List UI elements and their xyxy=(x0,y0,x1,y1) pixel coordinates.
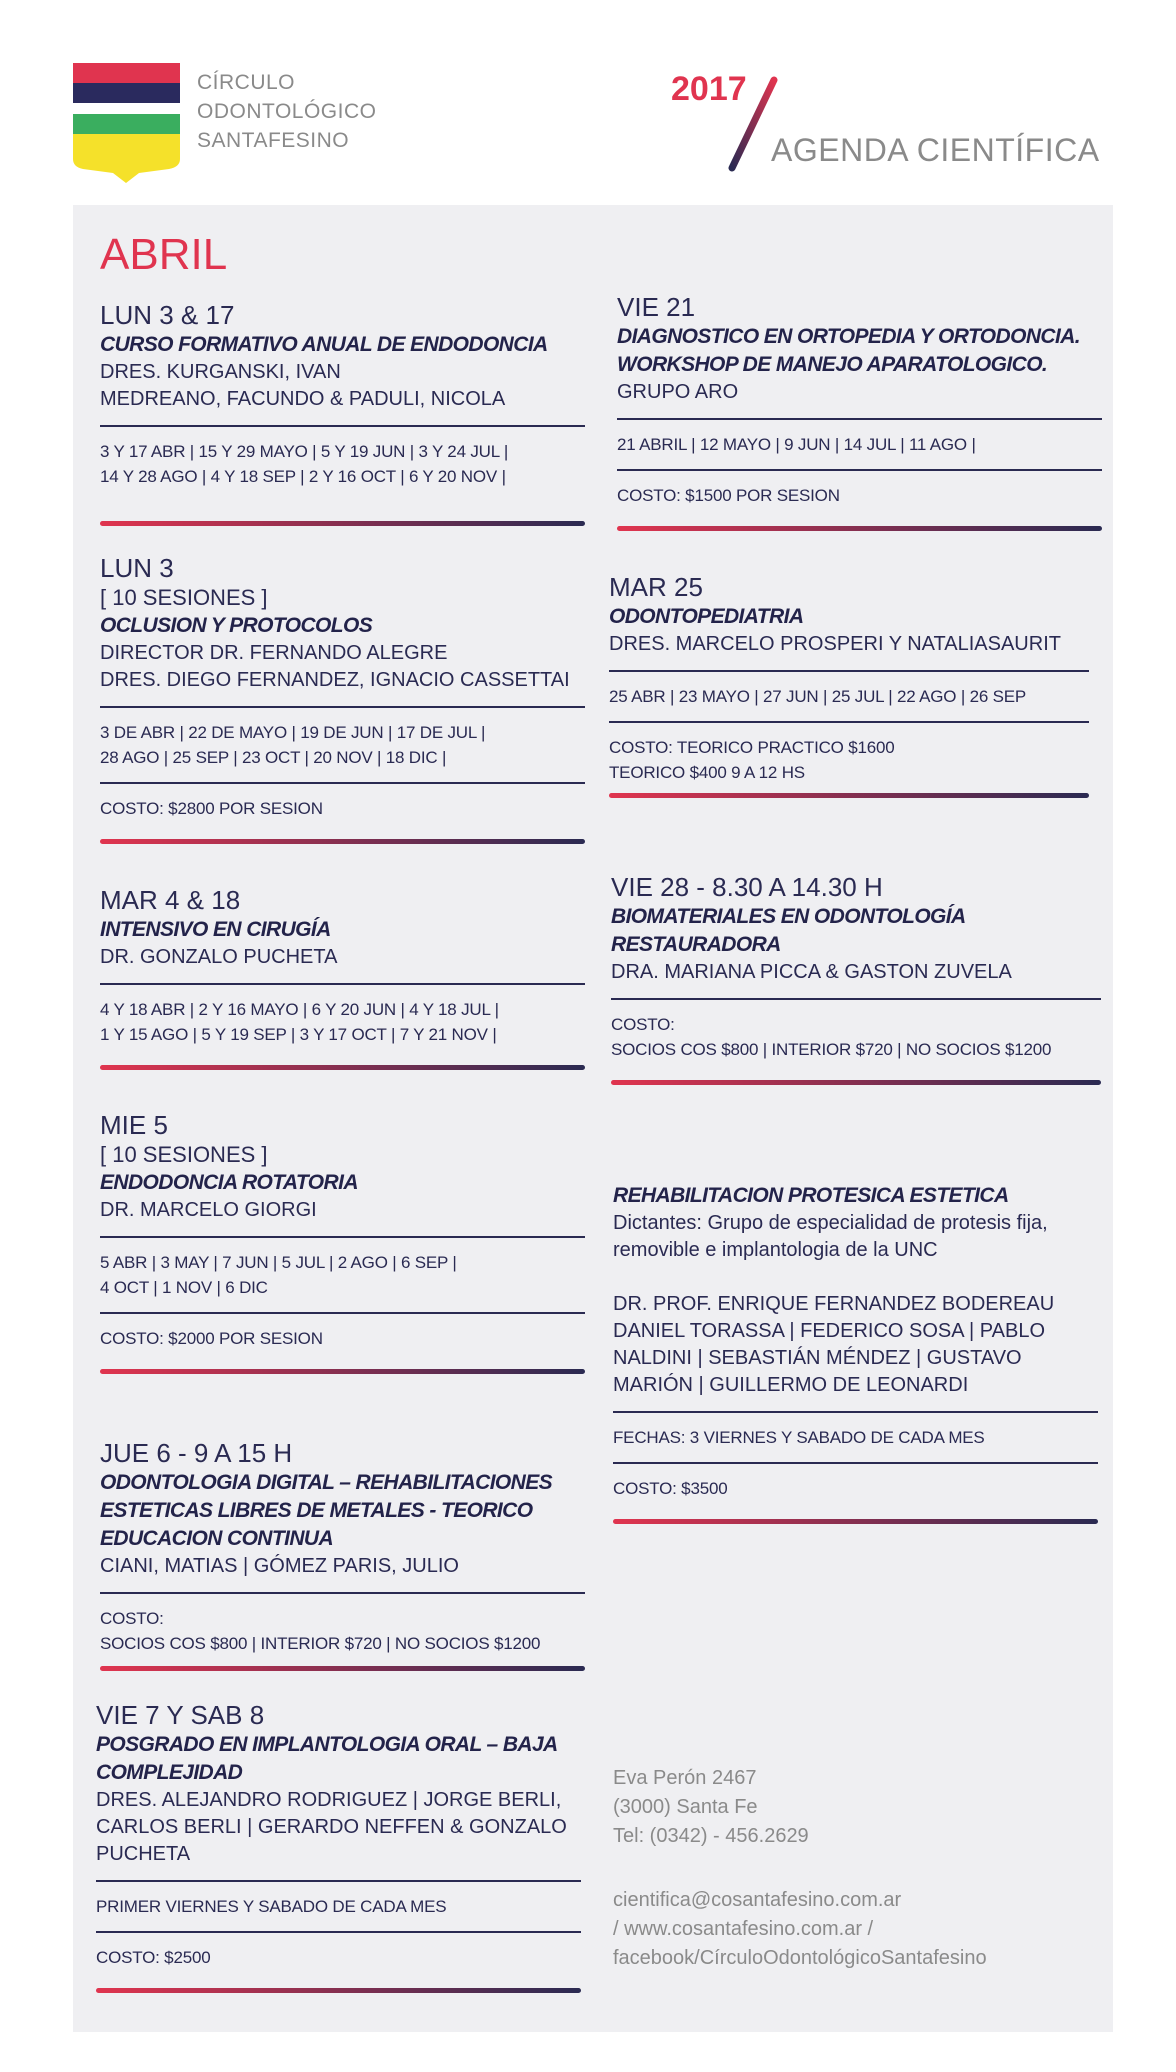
divider xyxy=(96,1931,581,1933)
event-cost: TEORICO $400 9 A 12 HS xyxy=(609,763,805,782)
divider xyxy=(100,1592,585,1594)
agenda-title: AGENDA CIENTÍFICA xyxy=(771,132,1100,168)
event-speakers: PUCHETA xyxy=(96,1843,191,1865)
website-link[interactable]: / www.cosantafesino.com.ar / xyxy=(613,1918,874,1940)
event-sessions: [ 10 SESIONES ] xyxy=(100,585,268,610)
event-cost: COSTO: xyxy=(611,1015,675,1034)
event-speakers: DR. GONZALO PUCHETA xyxy=(100,946,338,968)
agenda-year: 2017 xyxy=(671,70,747,108)
event-title: POSGRADO EN IMPLANTOLOGIA ORAL – BAJA xyxy=(96,1733,558,1756)
event-separator xyxy=(609,793,1089,798)
org-name-line: CÍRCULO xyxy=(197,71,296,94)
event-schedule: PRIMER VIERNES Y SABADO DE CADA MES xyxy=(96,1897,447,1916)
divider xyxy=(100,425,585,427)
event-cost: COSTO: $2500 xyxy=(96,1948,211,1967)
event-ortopedia xyxy=(617,292,1102,531)
event-title: BIOMATERIALES EN ODONTOLOGÍA xyxy=(611,905,966,928)
event-date: JUE 6 - 9 A 15 H xyxy=(100,1438,293,1468)
event-separator xyxy=(100,839,585,844)
event-speakers: MEDREANO, FACUNDO & PADULI, NICOLA xyxy=(100,388,506,410)
month-title: ABRIL xyxy=(100,230,228,279)
event-schedule: 4 OCT | 1 NOV | 6 DIC xyxy=(100,1278,268,1297)
event-separator xyxy=(613,1519,1098,1524)
event-cirugia xyxy=(100,885,585,1070)
event-title: RESTAURADORA xyxy=(611,933,781,956)
event-cost: COSTO: $2800 POR SESION xyxy=(100,799,323,818)
event-schedule: 28 AGO | 25 SEP | 23 OCT | 20 NOV | 18 DIC | xyxy=(100,748,447,767)
event-schedule: FECHAS: 3 VIERNES Y SABADO DE CADA MES xyxy=(613,1428,985,1447)
event-dictantes: removible e implantologia de la UNC xyxy=(613,1239,938,1261)
event-speakers: CIANI, MATIAS | GÓMEZ PARIS, JULIO xyxy=(100,1555,459,1577)
event-biomateriales xyxy=(611,872,1101,1085)
event-title: INTENSIVO EN CIRUGÍA xyxy=(100,918,331,941)
divider xyxy=(617,469,1102,471)
event-title: WORKSHOP DE MANEJO APARATOLOGICO. xyxy=(617,353,1048,376)
event-date: VIE 28 - 8.30 A 14.30 H xyxy=(611,872,883,902)
event-oclusion xyxy=(100,553,585,844)
event-cost: COSTO: $3500 xyxy=(613,1479,728,1498)
event-schedule: 5 ABR | 3 MAY | 7 JUN | 5 JUL | 2 AGO | 6 SEP | xyxy=(100,1253,457,1272)
event-date: VIE 21 xyxy=(617,292,696,322)
event-date: MAR 4 & 18 xyxy=(100,885,241,915)
event-cost: COSTO: $2000 POR SESION xyxy=(100,1329,323,1348)
event-sessions: [ 10 SESIONES ] xyxy=(100,1142,268,1167)
event-cost: COSTO: $1500 POR SESION xyxy=(617,486,840,505)
divider xyxy=(100,1236,585,1238)
contact-address xyxy=(613,1764,809,1851)
divider xyxy=(100,782,585,784)
divider xyxy=(613,1411,1098,1413)
divider xyxy=(611,998,1101,1000)
header xyxy=(0,0,1176,205)
divider xyxy=(96,1880,581,1882)
event-endodoncia-anual xyxy=(100,300,585,526)
divider xyxy=(613,1462,1098,1464)
event-separator xyxy=(100,1065,585,1070)
event-title: CURSO FORMATIVO ANUAL DE ENDODONCIA xyxy=(100,333,548,356)
event-speakers: DANIEL TORASSA | FEDERICO SOSA | PABLO xyxy=(613,1320,1046,1342)
event-implantologia xyxy=(96,1700,581,1993)
event-cost: COSTO: TEORICO PRACTICO $1600 xyxy=(609,738,895,757)
event-schedule: 3 DE ABR | 22 DE MAYO | 19 DE JUN | 17 DE JUL | xyxy=(100,723,486,742)
event-speakers: DRES. ALEJANDRO RODRIGUEZ | JORGE BERLI, xyxy=(96,1789,562,1811)
event-title: ESTETICAS LIBRES DE METALES - TEORICO xyxy=(100,1499,533,1522)
event-separator xyxy=(96,1988,581,1993)
event-speakers: CARLOS BERLI | GERARDO NEFFEN & GONZALO xyxy=(96,1816,567,1838)
circulo-logo-icon xyxy=(73,63,180,183)
phone-number: Tel: (0342) - 456.2629 xyxy=(613,1825,809,1847)
event-speakers: NALDINI | SEBASTIÁN MÉNDEZ | GUSTAVO xyxy=(613,1347,1022,1369)
event-endodoncia-rotatoria xyxy=(100,1110,585,1374)
event-schedule: 3 Y 17 ABR | 15 Y 29 MAYO | 5 Y 19 JUN | 3 Y 24 JUL | xyxy=(100,442,509,461)
org-name-line: ODONTOLÓGICO xyxy=(197,100,377,123)
event-speakers: DRA. MARIANA PICCA & GASTON ZUVELA xyxy=(611,961,1012,983)
divider xyxy=(609,721,1089,723)
event-dictantes: Dictantes: Grupo de especialidad de protesis fija, xyxy=(613,1212,1048,1234)
divider xyxy=(617,418,1102,420)
divider xyxy=(100,983,585,985)
event-speakers: DR. PROF. ENRIQUE FERNANDEZ BODEREAU xyxy=(613,1293,1055,1315)
org-name xyxy=(197,68,376,155)
event-cost: COSTO: xyxy=(100,1609,164,1628)
divider xyxy=(100,1312,585,1314)
event-date: LUN 3 xyxy=(100,553,174,583)
address-city: (3000) Santa Fe xyxy=(613,1796,758,1818)
facebook-link[interactable]: facebook/CírculoOdontológicoSantafesino xyxy=(613,1947,987,1969)
event-separator xyxy=(617,526,1102,531)
event-speakers: DRES. MARCELO PROSPERI Y NATALIASAURIT xyxy=(609,633,1061,655)
org-name-line: SANTAFESINO xyxy=(197,129,350,152)
event-separator xyxy=(611,1080,1101,1085)
event-title: EDUCACION CONTINUA xyxy=(100,1527,334,1550)
divider xyxy=(100,706,585,708)
event-title: ODONTOPEDIATRIA xyxy=(609,605,804,628)
event-speakers: DR. MARCELO GIORGI xyxy=(100,1199,317,1221)
event-odontopediatria xyxy=(609,572,1089,798)
divider xyxy=(609,670,1089,672)
event-separator xyxy=(100,521,585,526)
event-title: ODONTOLOGIA DIGITAL – REHABILITACIONES xyxy=(100,1471,553,1494)
event-cost: SOCIOS COS $800 | INTERIOR $720 | NO SOCIOS $1200 xyxy=(100,1634,541,1653)
contact-online xyxy=(613,1886,987,1973)
event-separator xyxy=(100,1666,585,1671)
event-title: COMPLEJIDAD xyxy=(96,1761,243,1784)
event-schedule: 25 ABR | 23 MAYO | 27 JUN | 25 JUL | 22 AGO | 26 SEP xyxy=(609,687,1027,706)
address-street: Eva Perón 2467 xyxy=(613,1767,757,1789)
event-date: MAR 25 xyxy=(609,572,703,602)
event-title: ENDODONCIA ROTATORIA xyxy=(100,1171,358,1194)
event-speakers: DRES. DIEGO FERNANDEZ, IGNACIO CASSETTAI xyxy=(100,669,570,691)
event-schedule: 4 Y 18 ABR | 2 Y 16 MAYO | 6 Y 20 JUN | 4 Y 18 JUL | xyxy=(100,1000,499,1019)
event-date: MIE 5 xyxy=(100,1110,168,1140)
event-cost: SOCIOS COS $800 | INTERIOR $720 | NO SOCIOS $1200 xyxy=(611,1040,1052,1059)
event-date: LUN 3 & 17 xyxy=(100,300,235,330)
event-speakers: DRES. KURGANSKI, IVAN xyxy=(100,361,341,383)
event-schedule: 21 ABRIL | 12 MAYO | 9 JUN | 14 JUL | 11 AGO | xyxy=(617,435,976,454)
event-title: OCLUSION Y PROTOCOLOS xyxy=(100,614,373,637)
event-speakers: GRUPO ARO xyxy=(617,381,739,403)
event-schedule: 14 Y 28 AGO | 4 Y 18 SEP | 2 Y 16 OCT | 6 Y 20 NOV | xyxy=(100,467,506,486)
event-separator xyxy=(100,1369,585,1374)
event-schedule: 1 Y 15 AGO | 5 Y 19 SEP | 3 Y 17 OCT | 7 Y 21 NOV | xyxy=(100,1025,497,1044)
event-speakers: MARIÓN | GUILLERMO DE LEONARDI xyxy=(613,1374,969,1396)
event-speakers: DIRECTOR DR. FERNANDO ALEGRE xyxy=(100,642,448,664)
event-title: REHABILITACION PROTESICA ESTETICA xyxy=(613,1184,1009,1207)
event-date: VIE 7 Y SAB 8 xyxy=(96,1700,265,1730)
email-link[interactable]: cientifica@cosantafesino.com.ar xyxy=(613,1889,902,1911)
event-title: DIAGNOSTICO EN ORTOPEDIA Y ORTODONCIA. xyxy=(617,325,1080,348)
event-rehabilitacion xyxy=(613,1182,1098,1524)
event-odontologia-digital xyxy=(100,1438,585,1671)
